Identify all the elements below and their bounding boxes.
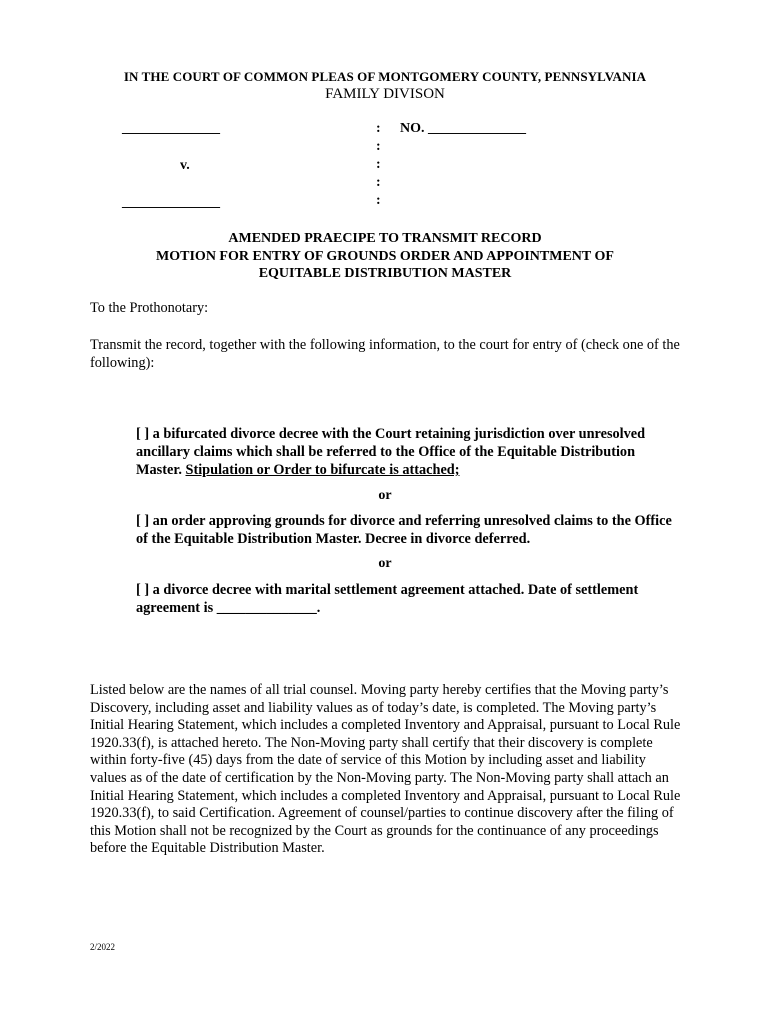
counsel-paragraph: Listed below are the names of all trial counsel. Moving party hereby certifies that the Moving party’s Discovery, including asset and liability values as of today’s date, is completed. The Moving party’s Initial Hearing Statement, which includes a completed Inventory and Appraisal, pursuant to Local Rule 1920.33(f), is attached hereto. The Non-Moving party shall certify that their discovery is complete within forty-five (45) days from the date of service of this Motion by including asset and liability values as of the date of certification by the Non-Moving party. The Non-Moving party shall attach an Initial Hearing Statement, which includes a completed Inventory and Appraisal, pursuant to Local Rule 1920.33(f), to said Certification. Agreement of counsel/parties to continue discovery after the filing of this Motion shall not be recognized by the Court as grounds for the continuance of any proceedings before the Equitable Distribution Master. [90,682,681,857]
title-line-3: EQUITABLE DISTRIBUTION MASTER [258,266,512,281]
document-title [0,230,770,283]
option-settlement-decree: [ ] a divorce decree with marital settlement agreement attached. Date of settlement agreement is ______________. [136,582,639,616]
caption-colon: : [376,121,381,136]
title-line-1: AMENDED PRAECIPE TO TRANSMIT RECORD [228,231,542,246]
caption-colon: : [376,193,381,208]
versus-label: v. [180,158,190,173]
instruction-paragraph: Transmit the record, together with the following information, to the court for entry of (check one of the following): [90,337,680,371]
caption-colon: : [376,157,381,172]
or-separator: or [378,488,392,503]
defendant-blank-line: ______________ [122,195,220,210]
option-grounds-order: [ ] an order approving grounds for divorce and referring unresolved claims to the Office of the Equitable Distribution Master. Decree in divorce deferred. [136,513,672,547]
salutation: To the Prothonotary: [90,300,209,316]
option-bifurcated-text: [ ] a bifurcated divorce decree with the Court retaining jurisdiction over unresolved ancillary claims which shall be referred to the Office of the Equitable Distribution Master. [136,426,646,478]
caption-colon: : [376,175,381,190]
option-bifurcated-underlined: Stipulation or Order to bifurcate is attached; [185,462,460,478]
caption-colon: : [376,139,381,154]
plaintiff-blank-line: ______________ [122,121,220,136]
case-number-field: NO. ______________ [400,121,526,136]
court-heading: IN THE COURT OF COMMON PLEAS OF MONTGOMERY COUNTY, PENNSYLVANIA [123,69,647,84]
division-heading: FAMILY DIVISON [325,86,445,102]
revision-date: 2/2022 [90,942,116,952]
or-separator: or [378,556,392,571]
option-bifurcated-decree [136,425,676,479]
title-line-2: MOTION FOR ENTRY OF GROUNDS ORDER AND APPOINTMENT OF [156,248,614,264]
